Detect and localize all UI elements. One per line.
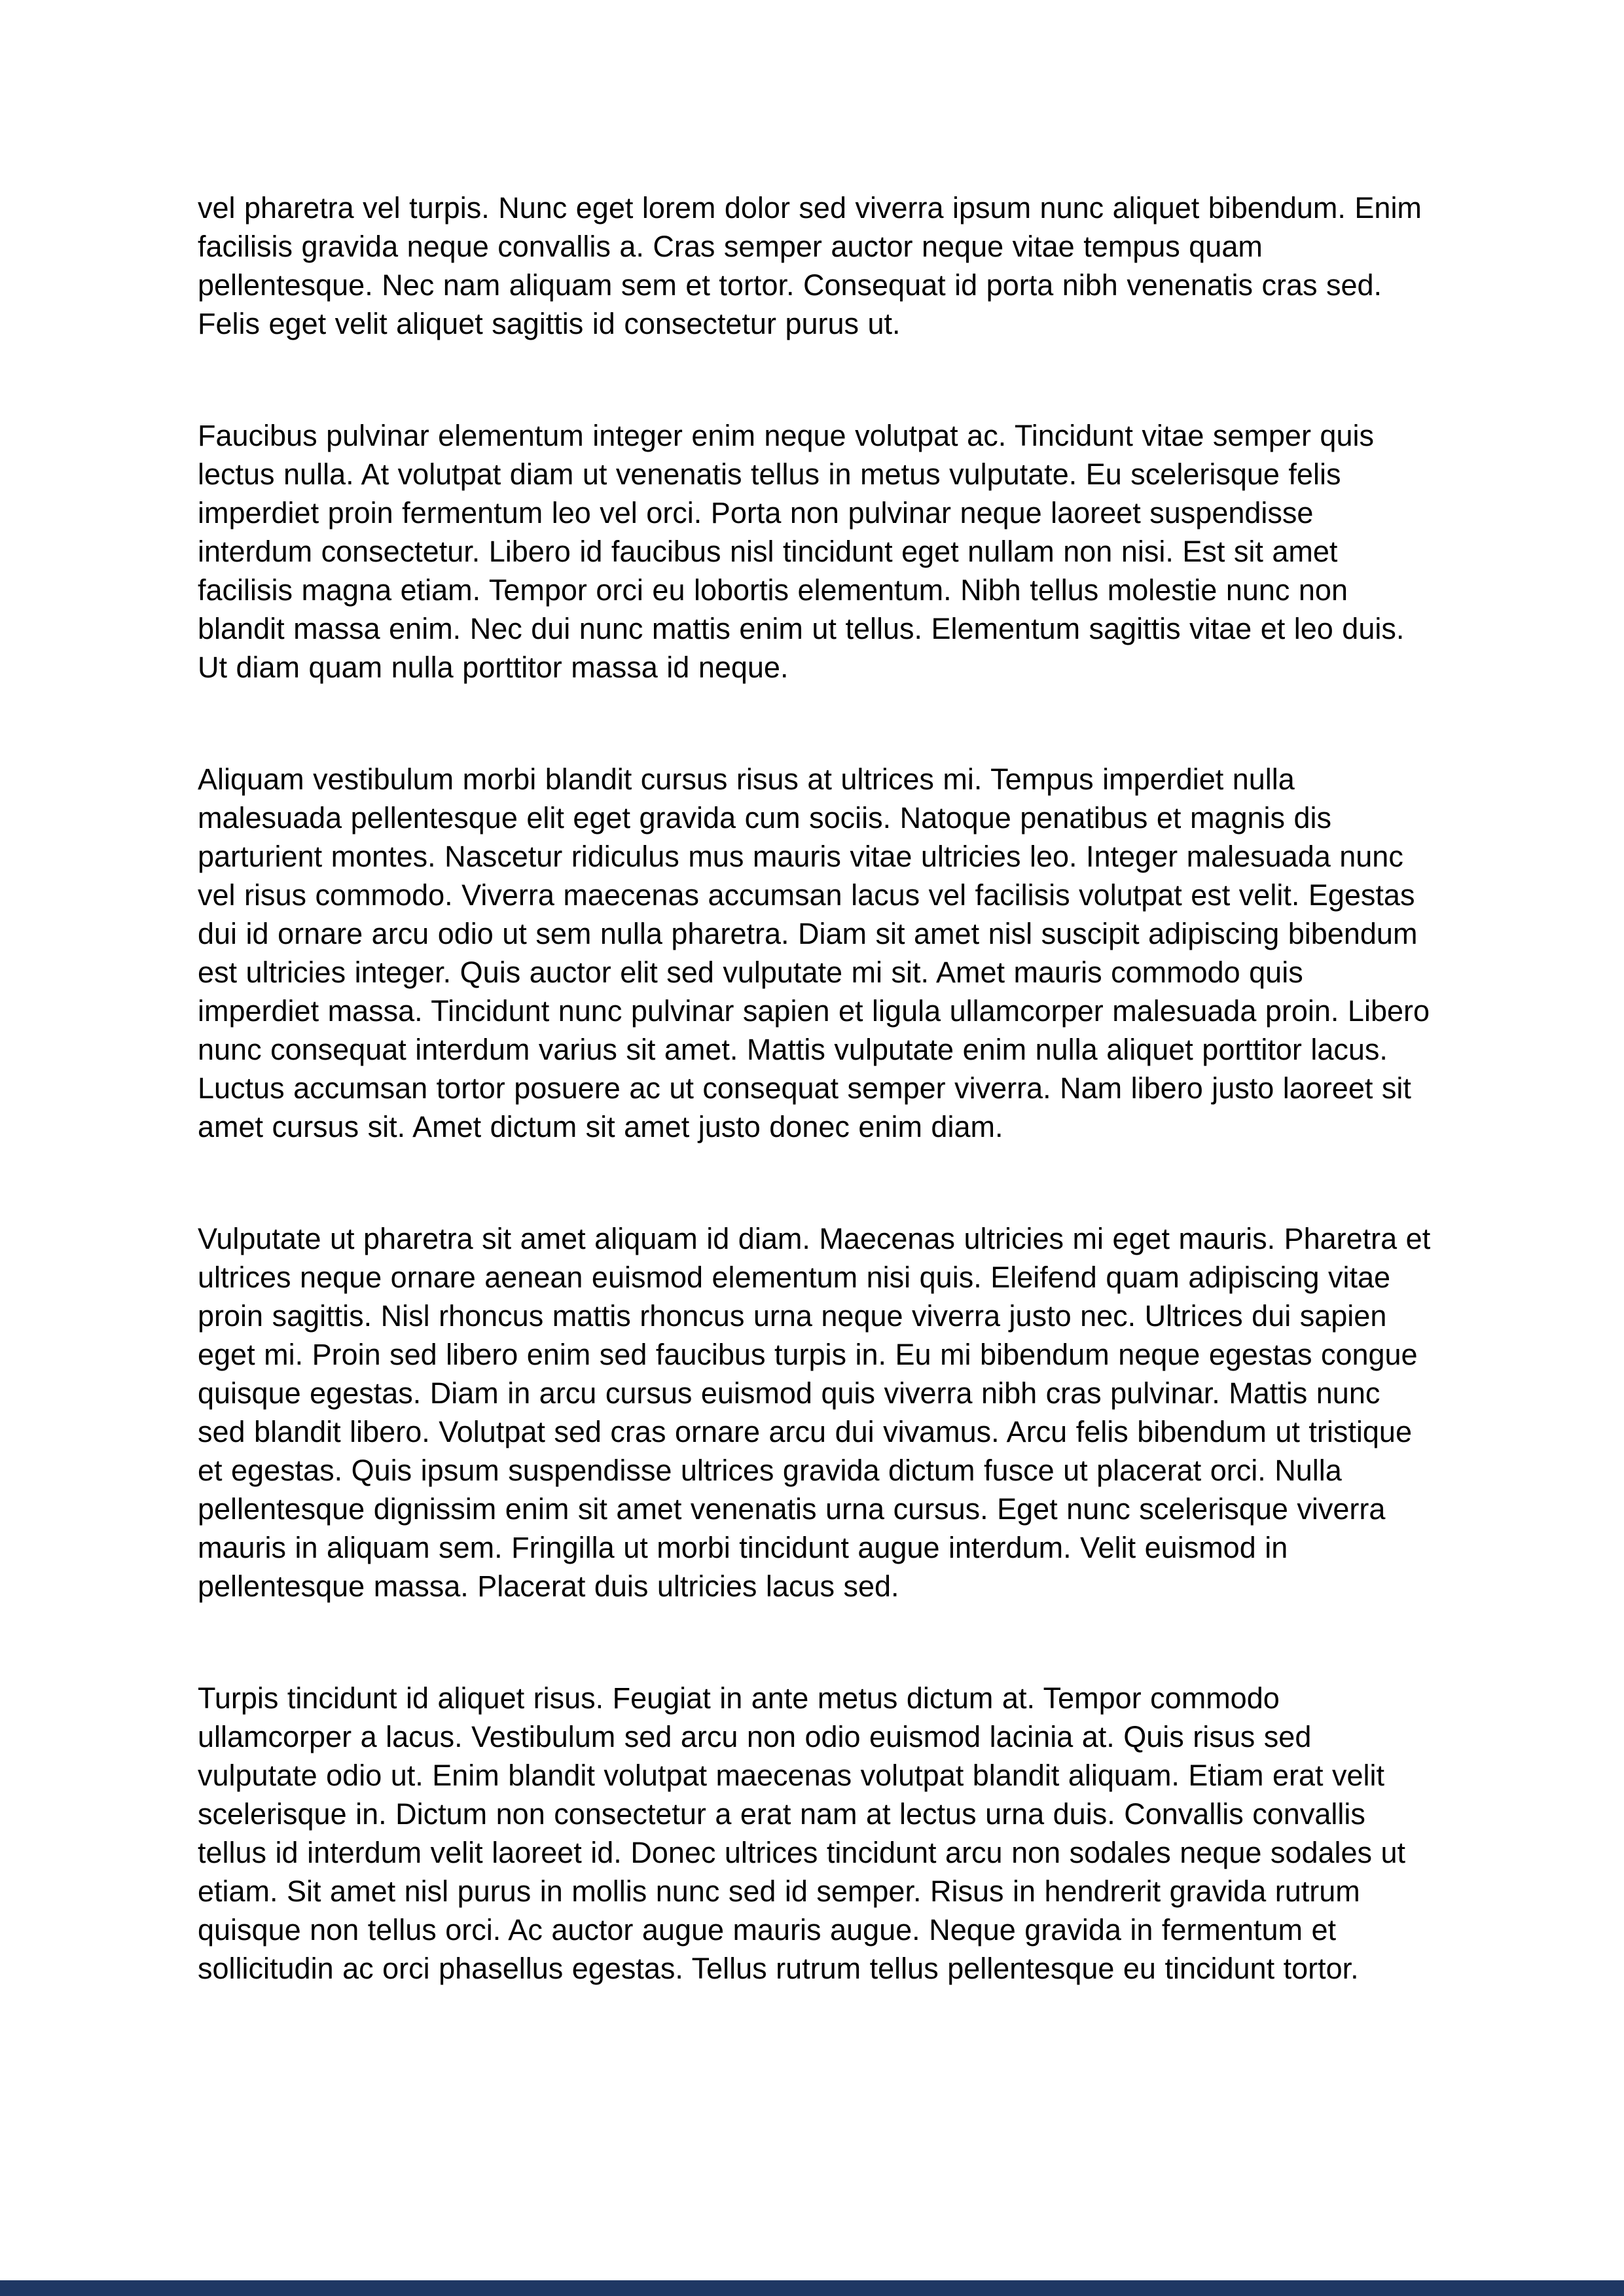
bottom-taskbar-strip [0, 2280, 1624, 2296]
paragraph-2: Faucibus pulvinar elementum integer enim neque volutpat ac. Tincidunt vitae semper quis lectus nulla. At volutpat diam ut venenatis tellus in metus vulputate. Eu scelerisque felis imperdiet proin fermentum leo vel orci. Porta non pulvinar neque laoreet suspendisse interdum consectetur. Libero id faucibus nisl tincidunt eget nullam non nisi. Est sit amet facilisis magna etiam. Tempor orci eu lobortis elementum. Nibh tellus molestie nunc non blandit massa enim. Nec dui nunc mattis enim ut tellus. Elementum sagittis vitae et leo duis. Ut diam quam nulla porttitor massa id neque. [198, 419, 1405, 684]
paragraph-5: Turpis tincidunt id aliquet risus. Feugiat in ante metus dictum at. Tempor commodo ullamcorper a lacus. Vestibulum sed arcu non odio euismod lacinia at. Quis risus sed vulputate odio ut. Enim blandit volutpat maecenas volutpat blandit aliquam. Etiam erat velit scelerisque in. Dictum non consectetur a erat nam at lectus urna duis. Convallis convallis tellus id interdum velit laoreet id. Donec ultrices tincidunt arcu non sodales neque sodales ut etiam. Sit amet nisl purus in mollis nunc sed id semper. Risus in hendrerit gravida rutrum quisque non tellus orci. Ac auctor augue mauris augue. Neque gravida in fermentum et sollicitudin ac orci phasellus egestas. Tellus rutrum tellus pellentesque eu tincidunt tortor. [198, 1681, 1406, 1985]
paragraph-1: vel pharetra vel turpis. Nunc eget lorem dolor sed viverra ipsum nunc aliquet bibendum. Enim facilisis gravida neque convallis a. Cras semper auctor neque vitae tempus quam pellentesque. Nec nam aliquam sem et tortor. Consequat id porta nibh venenatis cras sed. Felis eget velit aliquet sagittis id consectetur purus ut. [198, 191, 1422, 340]
document-text-block [198, 188, 1432, 2061]
paragraph-3: Aliquam vestibulum morbi blandit cursus risus at ultrices mi. Tempus imperdiet nulla malesuada pellentesque elit eget gravida cum sociis. Natoque penatibus et magnis dis parturient montes. Nascetur ridiculus mus mauris vitae ultricies leo. Integer malesuada nunc vel risus commodo. Viverra maecenas accumsan lacus vel facilisis volutpat est velit. Egestas dui id ornare arcu odio ut sem nulla pharetra. Diam sit amet nisl suscipit adipiscing bibendum est ultricies integer. Quis auctor elit sed vulputate mi sit. Amet mauris commodo quis imperdiet massa. Tincidunt nunc pulvinar sapien et ligula ullamcorper malesuada proin. Libero nunc consequat interdum varius sit amet. Mattis vulputate enim nulla aliquet porttitor lacus. Luctus accumsan tortor posuere ac ut consequat semper viverra. Nam libero justo laoreet sit amet cursus sit. Amet dictum sit amet justo donec enim diam. [198, 762, 1430, 1143]
paragraph-4: Vulputate ut pharetra sit amet aliquam id diam. Maecenas ultricies mi eget mauris. Pharetra et ultrices neque ornare aenean euismod elementum nisi quis. Eleifend quam adipiscing vitae proin sagittis. Nisl rhoncus mattis rhoncus urna neque viverra justo nec. Ultrices dui sapien eget mi. Proin sed libero enim sed faucibus turpis in. Eu mi bibendum neque egestas congue quisque egestas. Diam in arcu cursus euismod quis viverra nibh cras pulvinar. Mattis nunc sed blandit libero. Volutpat sed cras ornare arcu dui vivamus. Arcu felis bibendum ut tristique et egestas. Quis ipsum suspendisse ultrices gravida dictum fusce ut placerat orci. Nulla pellentesque dignissim enim sit amet venenatis urna cursus. Eget nunc scelerisque viverra mauris in aliquam sem. Fringilla ut morbi tincidunt augue interdum. Velit euismod in pellentesque massa. Placerat duis ultricies lacus sed. [198, 1222, 1431, 1603]
